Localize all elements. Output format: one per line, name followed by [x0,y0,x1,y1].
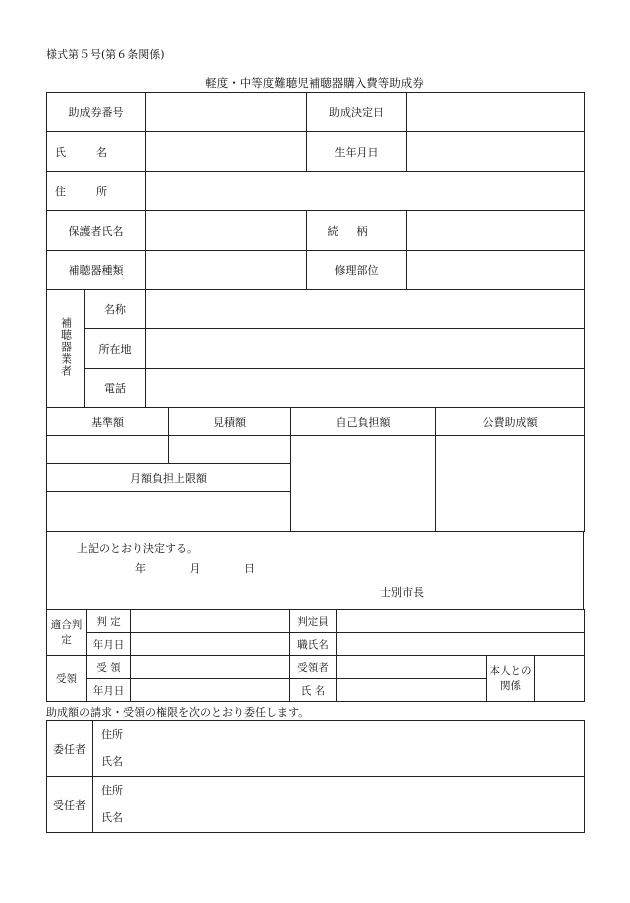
estimate-amount-field[interactable] [169,436,291,464]
delegatee-address-label: 住所 [101,784,123,797]
judgement-label: 判 定 [87,610,131,633]
judgement-field[interactable] [131,610,290,633]
monthly-cap-label: 月額負担上限額 [47,464,291,492]
delegatee-field[interactable] [93,777,585,833]
delegator-field[interactable] [93,721,585,777]
repair-part-field[interactable] [407,251,585,290]
applicant-table [46,92,585,408]
receiver-label: 受領者 [290,656,337,679]
conformity-receipt-table [46,609,585,702]
subsidy-amount-label: 公費助成額 [436,408,585,436]
self-pay-amount-field[interactable] [291,436,436,532]
guardian-name-label: 保護者氏名 [47,211,146,251]
standard-amount-field[interactable] [47,436,169,464]
judgement-date-label: 年月日 [87,633,131,656]
voucher-number-label: 助成券番号 [47,93,146,132]
estimate-amount-label: 見積額 [169,408,291,436]
decision-statement: 上記のとおり決定する。 [77,542,198,555]
address-label: 住所 [47,172,146,211]
dealer-group-label: 補聴器業者 [47,290,85,408]
subsidy-amount-field[interactable] [436,436,585,532]
dealer-phone-label: 電話 [85,369,146,408]
judgement-date-field[interactable] [131,633,290,656]
self-pay-amount-label: 自己負担額 [291,408,436,436]
receiver-field[interactable] [337,656,487,679]
dealer-location-label: 所在地 [85,329,146,369]
receiver-name-label: 氏 名 [290,679,337,702]
relationship-label: 続柄 [307,211,407,251]
receipt-date-field[interactable] [131,679,290,702]
address-field[interactable] [146,172,585,211]
form-title: 軽度・中等度難聴児補聴器購入費等助成券 [205,76,424,90]
delegation-note: 助成額の請求・受領の権限を次のとおり委任します。 [46,706,310,719]
delegation-table [46,720,585,833]
relationship-field[interactable] [407,211,585,251]
received-label: 受 領 [87,656,131,679]
receipt-date-label: 年月日 [87,679,131,702]
delegatee-label: 受任者 [47,777,93,833]
delegatee-name-label: 氏名 [101,811,123,824]
repair-part-label: 修理部位 [307,251,407,290]
dealer-phone-field[interactable] [146,369,585,408]
delegator-address-label: 住所 [101,728,123,741]
decision-block [46,531,584,609]
birth-date-field[interactable] [407,132,585,172]
name-field[interactable] [146,132,307,172]
relation-field[interactable] [535,656,585,702]
decision-date-label: 助成決定日 [307,93,407,132]
judge-staff-field[interactable] [337,610,585,633]
staff-name-label: 職氏名 [290,633,337,656]
standard-amount-label: 基準額 [47,408,169,436]
delegator-label: 委任者 [47,721,93,777]
decision-date-field[interactable] [407,93,585,132]
dealer-location-field[interactable] [146,329,585,369]
hearing-aid-type-label: 補聴器種類 [47,251,146,290]
name-label: 氏名 [47,132,146,172]
guardian-name-field[interactable] [146,211,307,251]
delegator-name-label: 氏名 [101,755,123,768]
relation-label: 本人との関係 [487,656,535,702]
form-number: 様式第５号(第６条関係) [46,48,165,61]
conformity-group-label: 適合判定 [47,610,87,656]
monthly-cap-field[interactable] [47,492,291,532]
decision-signer: 士別市長 [380,586,424,599]
staff-name-field[interactable] [337,633,585,656]
voucher-number-field[interactable] [146,93,307,132]
received-field[interactable] [131,656,290,679]
dealer-name-field[interactable] [146,290,585,329]
dealer-name-label: 名称 [85,290,146,329]
amounts-table [46,407,585,532]
receipt-group-label: 受領 [47,656,87,702]
judge-staff-label: 判定員 [290,610,337,633]
birth-date-label: 生年月日 [307,132,407,172]
decision-date-line: 年 月 日 [135,562,255,575]
receiver-name-field[interactable] [337,679,487,702]
hearing-aid-type-field[interactable] [146,251,307,290]
